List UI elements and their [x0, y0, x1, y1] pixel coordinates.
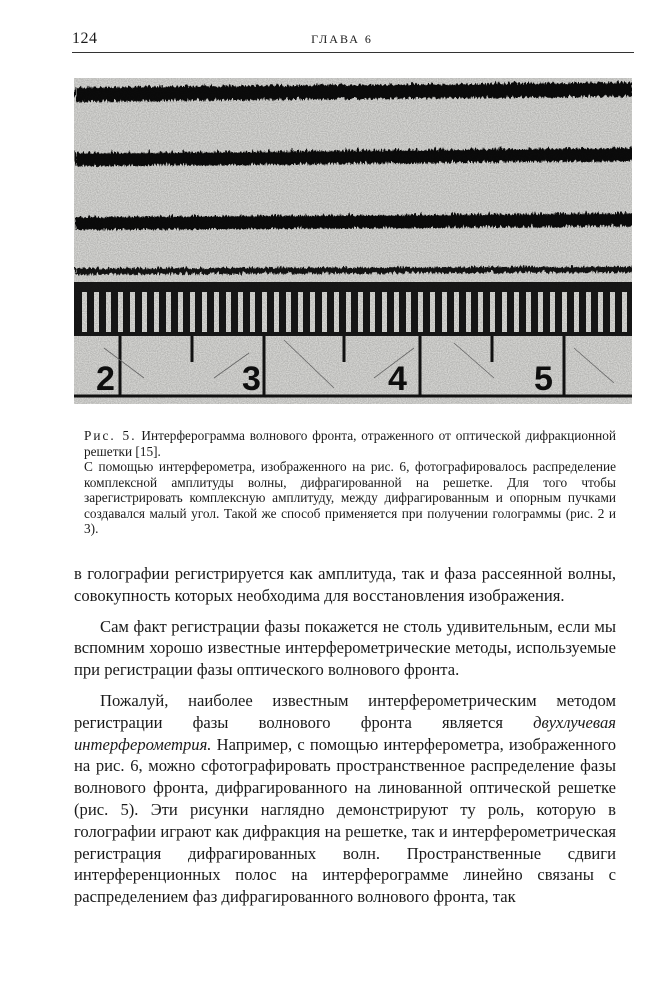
body-text [74, 563, 616, 908]
chapter-title: ГЛАВА 6 [311, 32, 373, 46]
paragraph-3 [74, 690, 616, 908]
figure-caption [84, 428, 616, 537]
paragraph-3-start: Пожалуй, наиболее известным интерферометрическим методом регистрации фазы волнового фронта является [74, 690, 616, 732]
running-head [72, 30, 634, 52]
caption-note: С помощью интерферометра, изображенного на рис. 6, фотографировалось распределение комплексной амплитуды волны, дифрагированной на решетке. Для того чтобы зарегистрировать комплексную амплитуду, между дифрагированным и опорным пучками создавался малый угол. Такой же способ применяется при получении голограммы (рис. 2 и 3). [84, 459, 616, 536]
paragraph-2: Сам факт регистрации фазы покажется не столь удивительным, если мы вспомним хорошо известные интерферометрические методы, используемые при регистрации фазы оптического волнового фронта. [74, 616, 616, 680]
paragraph-1: в голографии регистрируется как амплитуда, так и фаза рассеянной волны, совокупность которых необходима для восстановления изображения. [74, 564, 616, 605]
film-grain-overlay [74, 78, 632, 404]
interferogram-figure [74, 78, 632, 404]
caption-title-line [84, 428, 616, 459]
page-number: 124 [72, 30, 98, 47]
paragraph-3-end: Например, с помощью интерферометра, изображенного на рис. 6, можно сфотографировать пространственное распределение фазы волнового фронта, дифрагированного на линованной оптической решетке (рис. 5). Эти рисунки наглядно демонстрируют ту роль, которую в голографии играют как дифракция на решетке, так и интерферометрическая регистрация дифрагированных волн. Пространственные сдвиги интерференционных полос на интерферограмме линейно связаны с распределением фаз дифрагированного волнового фронта, так [74, 734, 617, 907]
header-rule [72, 52, 634, 53]
caption-title: Интерферограмма волнового фронта, отраженного от оптической дифракционной решетки [15]. [84, 428, 616, 459]
interferogram-image [74, 78, 632, 404]
caption-label: Рис. 5. [84, 428, 137, 443]
paragraph-3-italic-term: двухлучевая интерферометрия. [74, 712, 616, 754]
